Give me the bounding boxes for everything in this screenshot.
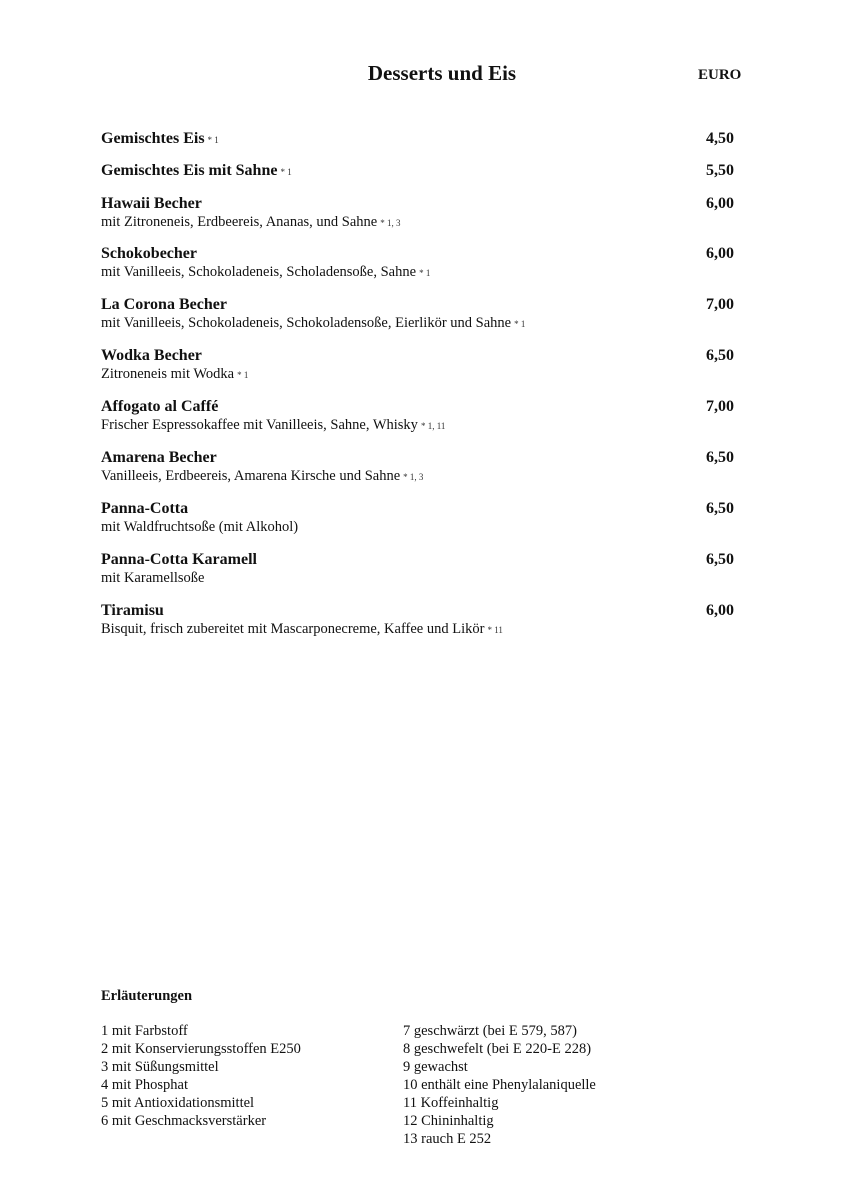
item-desc-note: * 1, 3 xyxy=(403,472,424,482)
legend-column-left xyxy=(101,1022,301,1130)
item-price: 5,50 xyxy=(706,162,734,179)
menu-item xyxy=(101,397,741,443)
menu-item xyxy=(101,601,741,647)
legend-entry: 1 mit Farbstoff xyxy=(101,1023,188,1039)
legend-entry: 3 mit Süßungsmittel xyxy=(101,1059,219,1075)
item-price: 6,50 xyxy=(706,500,734,517)
legend-entry: 10 enthält eine Phenylalaniquelle xyxy=(403,1077,596,1093)
item-price: 6,00 xyxy=(706,195,734,212)
item-name: Affogato al Caffé xyxy=(101,398,219,415)
item-name: Panna-Cotta Karamell xyxy=(101,551,257,568)
legend-entry: 8 geschwefelt (bei E 220-E 228) xyxy=(403,1041,592,1057)
item-price: 7,00 xyxy=(706,296,734,313)
item-description: Bisquit, frisch zubereitet mit Mascarponecreme, Kaffee und Likör xyxy=(101,621,485,637)
menu-item xyxy=(101,550,741,596)
item-name: La Corona Becher xyxy=(101,296,227,313)
menu-item xyxy=(101,295,741,341)
item-description: mit Karamellsoße xyxy=(101,570,205,586)
item-price: 6,50 xyxy=(706,347,734,364)
item-name: Gemischtes Eis xyxy=(101,130,205,147)
menu-item xyxy=(101,499,741,545)
legend-entry: 4 mit Phosphat xyxy=(101,1077,189,1093)
item-price: 6,00 xyxy=(706,245,734,262)
menu-item xyxy=(101,194,741,240)
item-price: 7,00 xyxy=(706,398,734,415)
item-name: Schokobecher xyxy=(101,245,197,262)
item-desc-note: * 1 xyxy=(419,268,431,278)
item-desc-note: * 1 xyxy=(514,319,526,329)
menu-item xyxy=(101,346,741,392)
page-title: Desserts und Eis xyxy=(367,61,517,85)
legend-entry: 5 mit Antioxidationsmittel xyxy=(101,1095,255,1111)
legend-entry: 12 Chininhaltig xyxy=(403,1113,494,1129)
legend-title: Erläuterungen xyxy=(101,988,193,1004)
item-description: Vanilleeis, Erdbeereis, Amarena Kirsche und Sahne xyxy=(101,468,401,484)
item-description: mit Vanilleeis, Schokoladeneis, Schokoladensoße, Eierlikör und Sahne xyxy=(101,315,512,331)
legend-entry: 11 Koffeinhaltig xyxy=(403,1095,499,1111)
item-description: mit Vanilleeis, Schokoladeneis, Scholadensoße, Sahne xyxy=(101,264,417,280)
item-name-note: * 1 xyxy=(280,167,292,177)
menu-item xyxy=(101,448,741,494)
legend-column-right xyxy=(403,1022,596,1148)
item-description: Zitroneneis mit Wodka xyxy=(101,366,235,382)
menu-item xyxy=(101,244,741,290)
legend-entry: 7 geschwärzt (bei E 579, 587) xyxy=(403,1023,577,1039)
legend-entry: 9 gewachst xyxy=(403,1059,468,1075)
item-name: Amarena Becher xyxy=(101,449,217,466)
item-price: 6,50 xyxy=(706,551,734,568)
legend-entry: 13 rauch E 252 xyxy=(403,1131,492,1147)
legend-entry: 6 mit Geschmacksverstärker xyxy=(101,1113,267,1129)
item-name: Panna-Cotta xyxy=(101,500,189,517)
item-desc-note: * 1 xyxy=(237,370,249,380)
item-name: Hawaii Becher xyxy=(101,195,202,212)
item-price: 6,00 xyxy=(706,602,734,619)
item-desc-note: * 1, 3 xyxy=(380,218,401,228)
item-name: Wodka Becher xyxy=(101,347,202,364)
currency-label: EURO xyxy=(698,67,742,83)
item-desc-note: * 1, 11 xyxy=(420,421,446,431)
item-price: 6,50 xyxy=(706,449,734,466)
item-price: 4,50 xyxy=(706,130,734,147)
item-description: mit Waldfruchtsoße (mit Alkohol) xyxy=(101,519,299,535)
item-name: Gemischtes Eis mit Sahne xyxy=(101,162,278,179)
item-desc-note: * 11 xyxy=(487,625,503,635)
item-description: Frischer Espressokaffee mit Vanilleeis, Sahne, Whisky xyxy=(101,417,418,433)
item-name: Tiramisu xyxy=(101,602,164,619)
item-name-note: * 1 xyxy=(207,135,219,145)
legend-entry: 2 mit Konservierungsstoffen E250 xyxy=(101,1041,301,1057)
item-description: mit Zitroneneis, Erdbeereis, Ananas, und Sahne xyxy=(101,214,378,230)
